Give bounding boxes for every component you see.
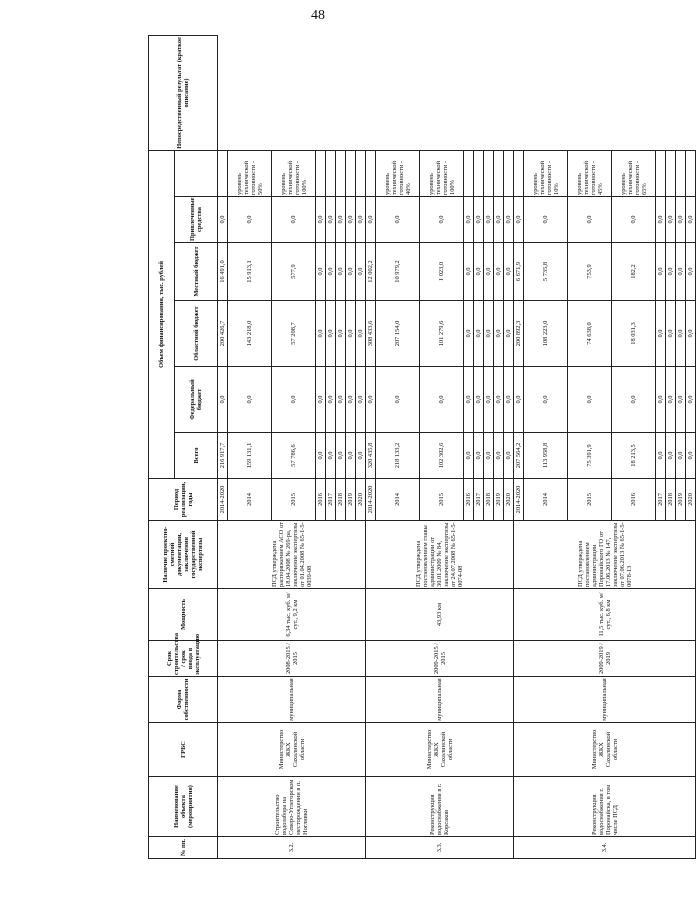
cell-period: 2020	[504, 479, 514, 521]
cell-period: 2014-2020	[366, 479, 376, 521]
cell-result	[356, 150, 366, 196]
cell-total: 0,0	[656, 433, 666, 479]
cell-regional: 0,0	[494, 301, 504, 367]
cell-local: 577,9	[272, 243, 316, 301]
cell-period: 2015	[420, 479, 464, 521]
cell-period: 2016	[316, 479, 326, 521]
cell-federal: 0,0	[464, 367, 474, 433]
cell-federal: 0,0	[514, 367, 524, 433]
cell-period: 2020	[686, 479, 696, 521]
cell-federal: 0,0	[420, 367, 464, 433]
cell-period: 2016	[464, 479, 474, 521]
cell-total: 0,0	[356, 433, 366, 479]
cell-period: 2016	[612, 479, 656, 521]
cell-period: 2015	[272, 479, 316, 521]
header-funding: Объем финансирования, тыс. рублей	[149, 150, 175, 478]
table-row	[514, 35, 524, 858]
cell-total: 75 391,9	[568, 433, 612, 479]
cell-local: 0,0	[656, 243, 666, 301]
cell-regional: 74 638,0	[568, 301, 612, 367]
cell-other: 0,0	[376, 197, 420, 243]
table-row	[218, 35, 228, 858]
cell-period: 2018	[336, 479, 346, 521]
cell-local: 12 002,2	[366, 243, 376, 301]
cell-result	[346, 150, 356, 196]
rotated-table-container	[148, 36, 694, 859]
cell-other: 0,0	[336, 197, 346, 243]
cell-local: 15 913,1	[228, 243, 272, 301]
cell-result	[316, 150, 326, 196]
cell-period: 2017	[656, 479, 666, 521]
cell-local: 5 735,8	[524, 243, 568, 301]
cell-total: 18 213,5	[612, 433, 656, 479]
header-term: Срок строительства / срок ввода в эксплуатацию	[149, 641, 218, 677]
item-term: 2009-2015 / 2015	[366, 641, 514, 677]
cell-regional: 0,0	[666, 301, 676, 367]
cell-period: 2014-2020	[218, 479, 228, 521]
cell-total: 0,0	[676, 433, 686, 479]
cell-regional: 0,0	[484, 301, 494, 367]
cell-period: 2014	[524, 479, 568, 521]
cell-regional: 0,0	[464, 301, 474, 367]
item-ownership: муниципальная	[218, 677, 366, 723]
cell-federal: 0,0	[326, 367, 336, 433]
cell-other: 0,0	[366, 197, 376, 243]
cell-federal: 0,0	[346, 367, 356, 433]
cell-local: 0,0	[316, 243, 326, 301]
cell-other: 0,0	[228, 197, 272, 243]
header-capacity: Мощность	[149, 589, 218, 641]
cell-regional: 0,0	[504, 301, 514, 367]
cell-federal: 0,0	[336, 367, 346, 433]
cell-total: 0,0	[346, 433, 356, 479]
cell-total: 0,0	[666, 433, 676, 479]
cell-period: 2017	[474, 479, 484, 521]
cell-local: 0,0	[484, 243, 494, 301]
table-body	[218, 35, 696, 858]
cell-total: 0,0	[686, 433, 696, 479]
cell-total: 218 133,2	[376, 433, 420, 479]
cell-federal: 0,0	[376, 367, 420, 433]
header-ownership: Форма собственности	[149, 677, 218, 723]
cell-federal: 0,0	[656, 367, 666, 433]
item-grbs: Министерство ЖКХ Сахалинской области	[218, 723, 366, 777]
header-num: № пп.	[149, 837, 218, 859]
cell-regional: 0,0	[686, 301, 696, 367]
header-grbs: ГРБС	[149, 723, 218, 777]
cell-total: 0,0	[464, 433, 474, 479]
cell-other: 0,0	[686, 197, 696, 243]
cell-result: уровень технической готовности - 100%	[272, 150, 316, 196]
item-ownership: муниципальная	[514, 677, 696, 723]
item-name: Реконструкция водоснабжения г. Поронайска, в том числе ПСД	[514, 777, 696, 837]
cell-result	[474, 150, 484, 196]
cell-period: 2014	[376, 479, 420, 521]
cell-result	[494, 150, 504, 196]
cell-local: 753,9	[568, 243, 612, 301]
cell-other: 0,0	[326, 197, 336, 243]
cell-local: 0,0	[504, 243, 514, 301]
cell-federal: 0,0	[666, 367, 676, 433]
cell-local: 0,0	[326, 243, 336, 301]
cell-federal: 0,0	[524, 367, 568, 433]
cell-other: 0,0	[474, 197, 484, 243]
item-capacity: 11,5 тыс. куб. м/сут., 6,8 км	[514, 589, 696, 641]
cell-federal: 0,0	[494, 367, 504, 433]
cell-other: 0,0	[676, 197, 686, 243]
cell-regional: 0,0	[346, 301, 356, 367]
item-grbs: Министерство ЖКХ Сахалинской области	[366, 723, 514, 777]
item-docs: ПСД утверждена постановлением главы администрации от 30.01.2009 № 84, заключение экспертизы от 24.07.2008 № 65-1-5-0074-08	[366, 521, 514, 589]
cell-federal: 0,0	[686, 367, 696, 433]
cell-total: 113 958,8	[524, 433, 568, 479]
cell-other: 0,0	[504, 197, 514, 243]
item-docs: ПСД утверждена распоряжением АСО от 18.04.2008 № 269-ра, заключение экспертизы от 01.04.2008 № 65-1-5-0039-08	[218, 521, 366, 589]
cell-result	[464, 150, 474, 196]
cell-regional: 57 208,7	[272, 301, 316, 367]
cell-federal: 0,0	[218, 367, 228, 433]
cell-result: уровень технической готовности - 45%	[568, 150, 612, 196]
item-term: 2008-2015 / 2015	[218, 641, 366, 677]
page-number: 48	[311, 8, 325, 23]
item-term: 2009-2019 / 2019	[514, 641, 696, 677]
cell-total: 0,0	[484, 433, 494, 479]
header-docs: Наличие проектно-сметной документации, заключения государственной экспертизы	[149, 521, 218, 589]
cell-other: 0,0	[272, 197, 316, 243]
cell-local: 0,0	[686, 243, 696, 301]
cell-local: 0,0	[676, 243, 686, 301]
cell-federal: 0,0	[316, 367, 326, 433]
cell-local: 0,0	[336, 243, 346, 301]
cell-regional: 0,0	[316, 301, 326, 367]
cell-period: 2019	[346, 479, 356, 521]
cell-period: 2019	[494, 479, 504, 521]
cell-other: 0,0	[218, 197, 228, 243]
cell-other: 0,0	[612, 197, 656, 243]
cell-federal: 0,0	[568, 367, 612, 433]
cell-other: 0,0	[666, 197, 676, 243]
header-local: Местный бюджет	[175, 243, 218, 301]
item-number: 3.3.	[366, 837, 514, 859]
cell-regional: 200 426,7	[218, 301, 228, 367]
cell-regional: 200 892,3	[514, 301, 524, 367]
cell-total: 320 435,8	[366, 433, 376, 479]
cell-total: 159 131,1	[228, 433, 272, 479]
header-federal: Федеральный бюджет	[175, 367, 218, 433]
cell-result	[326, 150, 336, 196]
cell-period: 2014-2020	[514, 479, 524, 521]
cell-regional: 0,0	[676, 301, 686, 367]
cell-federal: 0,0	[676, 367, 686, 433]
item-capacity: 43,93 км	[366, 589, 514, 641]
cell-result	[336, 150, 346, 196]
cell-regional: 0,0	[356, 301, 366, 367]
cell-other: 0,0	[568, 197, 612, 243]
cell-result: уровень технической готовности - 40%	[376, 150, 420, 196]
item-name: Строительство водозабора на Северо-Углегорском месторождении в п. Ногливки	[218, 777, 366, 837]
cell-regional: 0,0	[656, 301, 666, 367]
cell-result	[676, 150, 686, 196]
cell-regional: 143 218,0	[228, 301, 272, 367]
cell-total: 0,0	[504, 433, 514, 479]
header-period: Период реализации, годы	[149, 479, 218, 521]
cell-local: 0,0	[464, 243, 474, 301]
cell-total: 216 917,7	[218, 433, 228, 479]
cell-regional: 18 031,3	[612, 301, 656, 367]
cell-local: 0,0	[474, 243, 484, 301]
cell-regional: 108 223,0	[524, 301, 568, 367]
cell-period: 2018	[666, 479, 676, 521]
cell-other: 0,0	[346, 197, 356, 243]
cell-period: 2015	[568, 479, 612, 521]
cell-federal: 0,0	[504, 367, 514, 433]
header-regional: Областной бюджет	[175, 301, 218, 367]
cell-result: уровень технической готовности - 65%	[612, 150, 656, 196]
cell-other: 0,0	[484, 197, 494, 243]
cell-total: 0,0	[336, 433, 346, 479]
cell-total: 0,0	[494, 433, 504, 479]
cell-result	[666, 150, 676, 196]
cell-regional: 207 154,0	[376, 301, 420, 367]
cell-federal: 0,0	[612, 367, 656, 433]
cell-total: 0,0	[316, 433, 326, 479]
cell-result: уровень технической готовности - 100%	[420, 150, 464, 196]
cell-other: 0,0	[494, 197, 504, 243]
header-name: Наименование объекта (мероприятия)	[149, 777, 218, 837]
header-total: Всего	[175, 433, 218, 479]
item-docs: ПСД утверждена постановлением администрации Поронайского ГО от 17.06.2013 № 147, заключение экспертизы от 07.06.2013 № 65-1-5-0078-13	[514, 521, 696, 589]
cell-local: 16 491,0	[218, 243, 228, 301]
cell-local: 1 023,0	[420, 243, 464, 301]
cell-other: 0,0	[524, 197, 568, 243]
item-name: Реконструкция водоснабжения в г. Корсаков	[366, 777, 514, 837]
item-number: 3.4.	[514, 837, 696, 859]
cell-other: 0,0	[656, 197, 666, 243]
funding-table	[148, 35, 696, 859]
table-row	[366, 35, 376, 858]
cell-federal: 0,0	[484, 367, 494, 433]
cell-result	[366, 150, 376, 196]
cell-result	[218, 150, 228, 196]
cell-federal: 0,0	[228, 367, 272, 433]
cell-total: 102 302,6	[420, 433, 464, 479]
cell-regional: 0,0	[336, 301, 346, 367]
cell-total: 0,0	[474, 433, 484, 479]
cell-other: 0,0	[420, 197, 464, 243]
cell-local: 182,2	[612, 243, 656, 301]
cell-local: 0,0	[666, 243, 676, 301]
item-grbs: Министерство ЖКХ Сахалинской области	[514, 723, 696, 777]
cell-local: 0,0	[494, 243, 504, 301]
cell-regional: 0,0	[326, 301, 336, 367]
cell-total: 57 786,6	[272, 433, 316, 479]
item-ownership: муниципальная	[366, 677, 514, 723]
cell-result	[484, 150, 494, 196]
cell-result	[514, 150, 524, 196]
cell-regional: 308 433,6	[366, 301, 376, 367]
cell-local: 6 671,9	[514, 243, 524, 301]
cell-total: 0,0	[326, 433, 336, 479]
cell-regional: 0,0	[474, 301, 484, 367]
cell-federal: 0,0	[356, 367, 366, 433]
header-result: Непосредственный результат (краткое описание)	[149, 35, 218, 150]
cell-local: 10 979,2	[376, 243, 420, 301]
cell-period: 2019	[676, 479, 686, 521]
item-capacity: 6,34 тыс. куб. м/сут., 9,2 км	[218, 589, 366, 641]
cell-other: 0,0	[316, 197, 326, 243]
cell-result	[504, 150, 514, 196]
cell-period: 2014	[228, 479, 272, 521]
cell-period: 2018	[484, 479, 494, 521]
cell-other: 0,0	[514, 197, 524, 243]
cell-result: уровень технической готовности - 10%	[524, 150, 568, 196]
cell-total: 207 564,2	[514, 433, 524, 479]
item-number: 3.2.	[218, 837, 366, 859]
cell-federal: 0,0	[474, 367, 484, 433]
cell-regional: 101 279,6	[420, 301, 464, 367]
cell-federal: 0,0	[366, 367, 376, 433]
cell-period: 2017	[326, 479, 336, 521]
header-other: Привлеченные средства	[175, 197, 218, 243]
cell-other: 0,0	[464, 197, 474, 243]
cell-result	[656, 150, 666, 196]
cell-result: уровень технической готовности - 50%	[228, 150, 272, 196]
cell-federal: 0,0	[272, 367, 316, 433]
cell-result	[686, 150, 696, 196]
cell-period: 2020	[356, 479, 366, 521]
cell-other: 0,0	[356, 197, 366, 243]
cell-local: 0,0	[346, 243, 356, 301]
cell-local: 0,0	[356, 243, 366, 301]
